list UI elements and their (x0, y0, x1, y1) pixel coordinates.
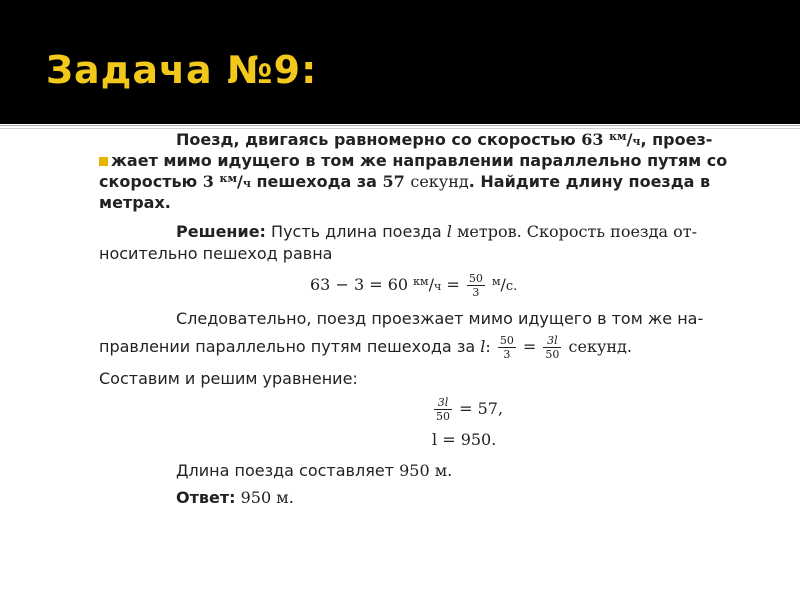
unit-km-2: км (219, 172, 238, 185)
eq1-unit-km: км (413, 275, 429, 288)
answer-line (176, 488, 294, 507)
eq2-den: 50 (436, 410, 450, 423)
problem-text-3b: пешехода за (256, 172, 377, 191)
eq1-unit-h: ч (433, 280, 442, 293)
para2-tail: секунд. (568, 337, 632, 356)
solution-text-2: носительно пешеход равна (99, 244, 333, 263)
answer-value: 950 м. (240, 488, 294, 507)
solution-label: Решение: (176, 222, 266, 241)
eq2-num: 3l (434, 396, 452, 410)
answer-label: Ответ: (176, 488, 236, 507)
eq1-frac-num: 50 (468, 272, 483, 285)
solution-line-1 (176, 222, 697, 241)
problem-line-3: скоростью 3 $^{км}$/ч пешехода за 57 секунд. Найдите длину поезда в (99, 172, 711, 191)
length-text: Длина поезда составляет (176, 461, 394, 480)
eq1-left: 63 − 3 = 60 (310, 275, 409, 294)
problem-text-4: метрах. (99, 193, 171, 212)
divider-line (0, 125, 800, 126)
para2-f1-num: 50 (499, 334, 514, 347)
problem-line-2 (99, 151, 775, 170)
para2-f2-num: 3l (543, 334, 561, 348)
eq2-rhs: = 57, (459, 399, 504, 418)
solution-text: Пусть длина поезда (271, 222, 442, 241)
seconds-value: 57 (382, 172, 405, 191)
eq2-fraction (434, 396, 452, 423)
problem-text: Поезд, двигаясь равномерно со скоростью (176, 130, 576, 149)
divider-line-thin (0, 128, 800, 129)
para2-fraction-1 (498, 334, 516, 361)
problem-text-cont: , проез- (640, 130, 713, 149)
equation-1: 63 − 3 = 60 $^{км}$/ч = $\frac{50}{3}$ $^м$/с. (310, 272, 518, 299)
train-speed: 63 (581, 130, 604, 149)
para2-var-l: l (480, 337, 486, 356)
problem-line-1: Поезд, двигаясь равномерно со скоростью 63 $^{км}$/ч, проез- (176, 130, 713, 149)
problem-text-3a: скоростью (99, 172, 198, 191)
equation-3 (432, 430, 496, 449)
para2-f2-den: 50 (545, 348, 560, 361)
para2-text-1: Следовательно, поезд проезжает мимо идущего в том же на- (176, 309, 704, 328)
compose-text: Составим и решим уравнение: (99, 369, 358, 388)
unit-h-2: ч (242, 177, 251, 190)
solution-line-2 (99, 244, 332, 263)
eq1-unit-m: м (491, 275, 501, 288)
compose-line (99, 369, 358, 388)
problem-text-3c: . Найдите длину поезда в (468, 172, 711, 191)
para2-text-2: правлении параллельно путям пешехода за (99, 337, 476, 356)
eq1-fraction (467, 272, 485, 299)
eq1-equals: = (446, 275, 460, 294)
solution-para-2-line-2 (99, 332, 632, 362)
eq3-text: l = 950. (432, 430, 497, 449)
eq1-unit-s: с. (505, 279, 518, 294)
length-value: 950 м. (399, 461, 453, 480)
unit-h: ч (632, 135, 641, 148)
para2-f1-den: 3 (503, 348, 511, 361)
para2-fraction-2 (543, 334, 561, 361)
var-l: l (446, 222, 452, 241)
slide-title: Задача №9: (46, 48, 318, 92)
problem-line-4 (99, 193, 171, 212)
unit-km: км (609, 130, 627, 143)
solution-para-2-line-1 (176, 309, 703, 328)
seconds-word: секунд (410, 172, 469, 191)
eq1-frac-den: 3 (472, 286, 480, 299)
para2-equals: = (522, 337, 537, 356)
length-line (176, 461, 452, 480)
walker-speed: 3 (202, 172, 214, 191)
problem-text-2: жает мимо идущего в том же направлении параллельно путям со (111, 151, 728, 170)
equation-2 (432, 394, 503, 424)
para2-colon: : (485, 337, 491, 356)
solution-text-b: метров. Скорость поезда от- (456, 222, 698, 241)
